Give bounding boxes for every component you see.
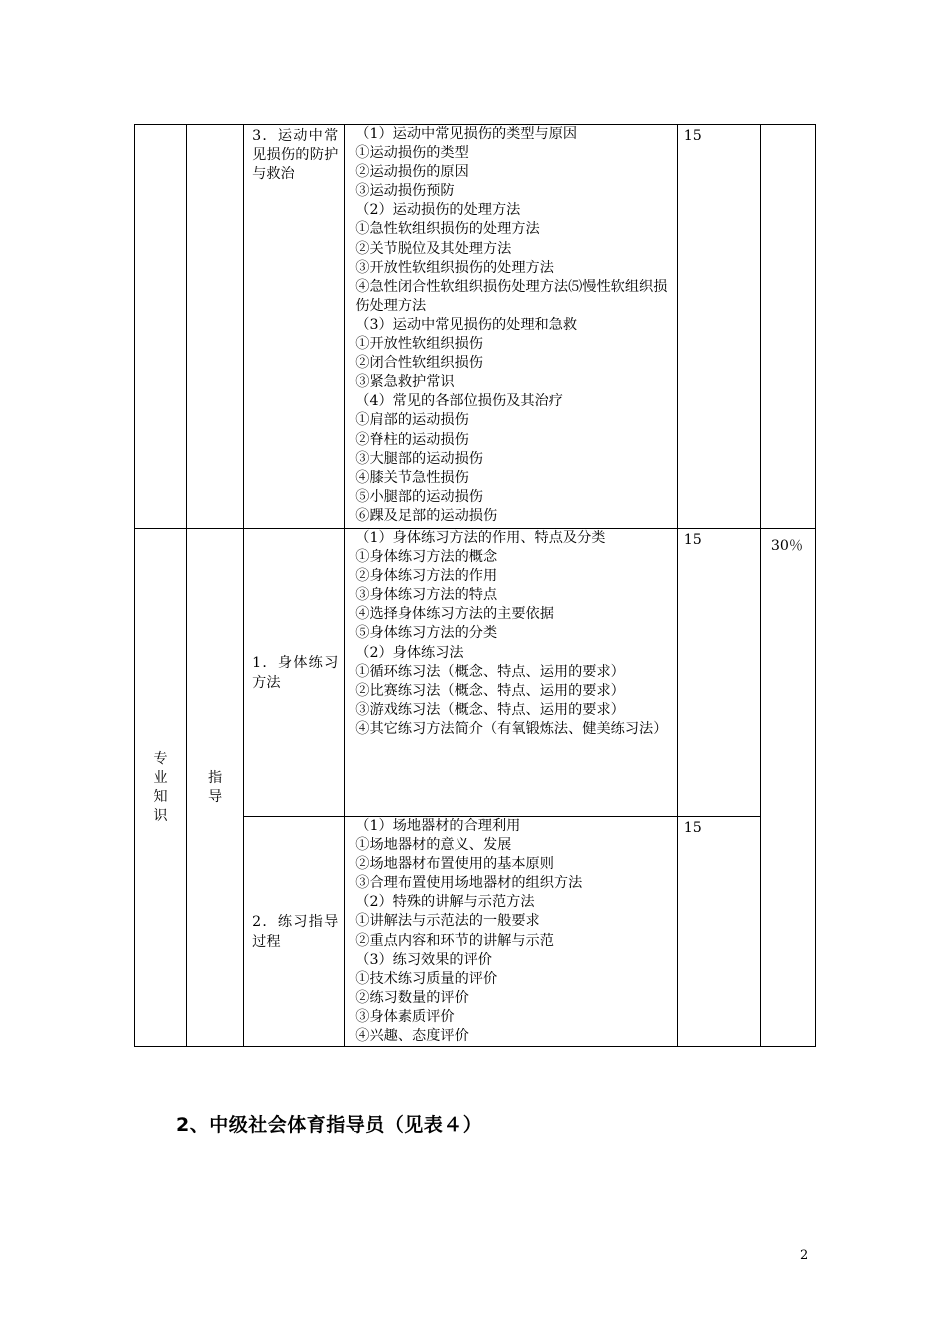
content-line: ③紧急救护常识 (355, 374, 455, 391)
content-line: ①技术练习质量的评价 (355, 970, 498, 987)
syllabus-table (134, 124, 816, 1047)
content-line: （3）运动中常见损伤的处理和急救 (355, 316, 578, 333)
category-cell-empty (135, 125, 187, 529)
content-line: ③游戏练习法（概念、特点、运用的要求） (355, 701, 625, 718)
percent-cell-empty (760, 125, 815, 529)
content-line: ②闭合性软组织损伤 (355, 355, 483, 372)
content-line: （1）身体练习方法的作用、特点及分类 (355, 530, 606, 546)
content-line: （1）运动中常见损伤的类型与原因 (355, 126, 578, 142)
percent-value: 30％ (770, 538, 804, 554)
topic-label: 1．身体练习方法 (252, 655, 339, 691)
content-line: ③身体练习方法的特点 (355, 587, 498, 604)
content-line: ④选择身体练习方法的主要依据 (355, 606, 554, 623)
content-line: ②关节脱位及其处理方法 (355, 240, 512, 257)
subcategory-cell (187, 529, 244, 1047)
content-line: ⑤小腿部的运动损伤 (355, 488, 483, 505)
topic-label: 2．练习指导过程 (252, 914, 339, 950)
content-line: ③运动损伤预防 (355, 183, 455, 200)
content-line: ①运动损伤的类型 (355, 145, 469, 162)
category-label: 专业知识 (153, 750, 168, 824)
weight-value: 15 (683, 128, 702, 144)
content-line: （2）运动损伤的处理方法 (355, 202, 521, 219)
weight-cell (677, 125, 760, 529)
section-heading: 2、中级社会体育指导员（见表４） (176, 1114, 483, 1136)
content-line: ②运动损伤的原因 (355, 164, 469, 181)
content-line: （3）练习效果的评价 (355, 951, 492, 968)
content-line: ②比赛练习法（概念、特点、运用的要求） (355, 682, 625, 699)
content-line: （2）身体练习法 (355, 644, 464, 661)
subcategory-label: 指导 (207, 769, 223, 805)
content-line: ②身体练习方法的作用 (355, 568, 498, 585)
weight-cell (677, 529, 760, 817)
category-cell (135, 529, 187, 1047)
content-line: ④兴趣、态度评价 (355, 1028, 469, 1045)
content-line: ①讲解法与示范法的一般要求 (355, 913, 540, 930)
topic-cell (244, 125, 345, 529)
content-cell (345, 529, 677, 817)
content-line: ③合理布置使用场地器材的组织方法 (355, 875, 583, 892)
table-row (135, 529, 816, 817)
content-line: ②脊柱的运动损伤 (355, 431, 469, 448)
content-line: （4）常见的各部位损伤及其治疗 (355, 393, 563, 410)
content-line: ①急性软组织损伤的处理方法 (355, 221, 540, 238)
content-line: ①场地器材的意义、发展 (355, 837, 512, 854)
content-line: ②重点内容和环节的讲解与示范 (355, 932, 554, 949)
content-line: ③开放性软组织损伤的处理方法 (355, 259, 554, 276)
topic-label: 3．运动中常见损伤的防护与救治 (252, 128, 339, 183)
content-line: ①开放性软组织损伤 (355, 336, 483, 353)
content-line: ⑥踝及足部的运动损伤 (355, 507, 498, 524)
percent-cell (760, 529, 815, 1047)
topic-cell (244, 529, 345, 817)
content-line: ③大腿部的运动损伤 (355, 450, 483, 467)
content-line: ①身体练习方法的概念 (355, 549, 498, 566)
content-line: ②场地器材布置使用的基本原则 (355, 856, 554, 873)
content-cell (345, 125, 677, 529)
subcategory-cell-empty (187, 125, 244, 529)
content-line: ②练习数量的评价 (355, 989, 469, 1006)
content-line: ⑤身体练习方法的分类 (355, 625, 498, 642)
table-row (135, 125, 816, 529)
topic-cell (244, 817, 345, 1047)
content-line: ①循环练习法（概念、特点、运用的要求） (355, 663, 625, 680)
content-line: （1）场地器材的合理利用 (355, 818, 521, 834)
content-line: ①肩部的运动损伤 (355, 412, 469, 429)
weight-value: 15 (683, 820, 702, 836)
content-line: ④膝关节急性损伤 (355, 469, 469, 486)
content-line: （2）特殊的讲解与示范方法 (355, 894, 535, 911)
weight-cell (677, 817, 760, 1047)
page-number: 2 (800, 1248, 809, 1263)
content-line: ③身体素质评价 (355, 1008, 455, 1025)
content-line: ④急性闭合性软组织损伤处理方法⑸慢性软组织损伤处理方法 (355, 278, 668, 314)
content-cell (345, 817, 677, 1047)
content-line: ④其它练习方法简介（有氧锻炼法、健美练习法） (355, 720, 668, 737)
weight-value: 15 (683, 532, 702, 548)
